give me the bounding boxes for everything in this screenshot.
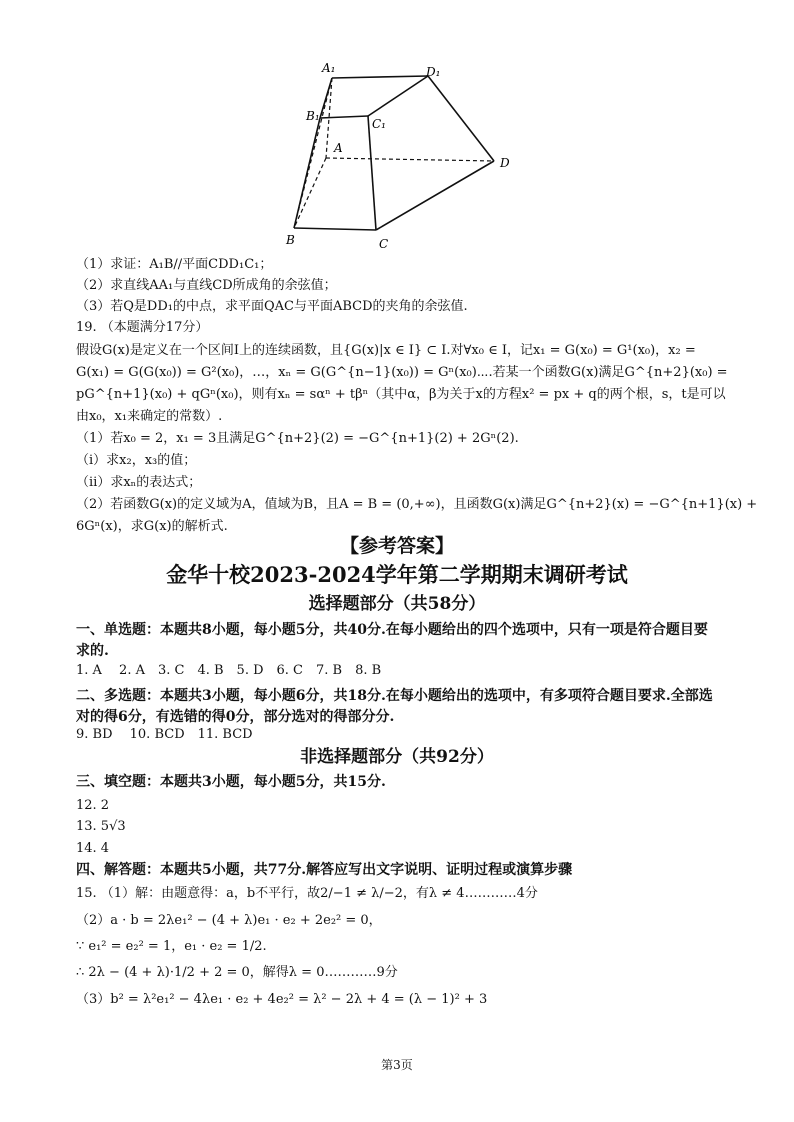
edge-a-b: [294, 158, 326, 228]
q19-body-line: pG^{n+1}(x₀) + qGⁿ(x₀)，则有xₙ = sαⁿ + tβⁿ（其中α，β为关于x的方程x² = px + q的两个根，s，t是可以: [76, 387, 726, 402]
q19-body-line: 由x₀，x₁来确定的常数）.: [76, 409, 223, 424]
fill-blank-heading: 三、填空题：本题共3小题，每小题5分，共15分.: [76, 774, 386, 790]
exam-title: 金华十校2023-2024学年第二学期期末调研考试: [166, 562, 628, 587]
label-b: B: [286, 233, 295, 247]
q18-part3: （3）若Q是DD₁的中点，求平面QAC与平面ABCD的夹角的余弦值.: [76, 299, 468, 314]
q15-line: （2）a · b = 2λe₁² − (4 + λ)e₁ · e₂ + 2e₂² = 0，: [76, 913, 382, 928]
fill-answer: 12. 2: [76, 798, 110, 813]
label-c: C: [379, 237, 389, 251]
q19-part2-cont: 6Gⁿ(x)，求G(x)的解析式.: [76, 519, 228, 534]
label-d: D: [500, 156, 510, 170]
label-b1: B₁: [306, 109, 320, 123]
part2-title: 非选择题部分（共92分）: [300, 747, 494, 767]
fill-answer: 14. 4: [76, 841, 110, 856]
multi-choice-heading: 二、多选题：本题共3小题，每小题6分，共18分.在每小题给出的选项中，有多项符合题目要求.全部选对的得6分，有选错的得0分，部分选对的得部分分.: [76, 688, 713, 725]
label-d1: D₁: [426, 65, 441, 79]
edge-a-d: [326, 158, 494, 161]
q18-part2: （2）求直线AA₁与直线CD所成角的余弦值；: [76, 278, 337, 293]
edge-b-c: [294, 228, 376, 230]
single-choice-answers: 1. A 2. A 3. C 4. B 5. D 6. C 7. B 8. B: [76, 663, 382, 678]
multi-choice-answers: 9. BD 10. BCD 11. BCD: [76, 727, 253, 742]
label-a: A: [334, 141, 343, 155]
part1-title: 选择题部分（共58分）: [308, 594, 486, 614]
solve-heading: 四、解答题：本题共5小题，共77分.解答应写出文字说明、证明过程或演算步骤: [76, 862, 573, 878]
edge-c1-d1: [368, 76, 428, 116]
edge-c1-c: [368, 116, 376, 230]
q18-part1: （1）求证：A₁B//平面CDD₁C₁；: [76, 257, 273, 272]
edge-b1-b: [294, 118, 320, 228]
reference-answer-heading: 【参考答案】: [339, 535, 454, 557]
q19-body-line: 假设G(x)是定义在一个区间I上的连续函数，且{G(x)|x ∈ I} ⊂ I.对∀x₀ ∈ I，记x₁ = G(x₀) = G¹(x₀)，x₂ =: [76, 343, 696, 358]
edge-c-d: [376, 161, 494, 230]
single-choice-heading: 一、单选题：本题共8小题，每小题5分，共40分.在每小题给出的四个选项中，只有一项是符合题目要求的.: [76, 622, 708, 659]
edge-d1-d: [428, 76, 494, 161]
label-c1: C₁: [372, 117, 386, 131]
q19-heading: 19. （本题满分17分）: [76, 320, 209, 335]
q15-line: 15. （1）解：由题意得：a，b不平行，故2/−1 ≠ λ/−2，有λ ≠ 4…………4分: [76, 886, 538, 901]
page-number: 第3页: [381, 1058, 413, 1072]
frustum-figure: [280, 58, 520, 253]
edge-a1-d1: [332, 76, 428, 78]
fill-answer: 13. 5√3: [76, 819, 126, 834]
q19-part2: （2）若函数G(x)的定义域为A，值域为B，且A = B = (0,+∞)，且函数G(x)满足G^{n+2}(x) = −G^{n+1}(x) +: [76, 497, 758, 512]
q19-body-line: G(x₁) = G(G(x₀)) = G²(x₀)，…，xₙ = G(G^{n−1}(x₀)) = Gⁿ(x₀)⋯.若某一个函数G(x)满足G^{n+2}(x₀) =: [76, 365, 728, 380]
q19-part1-ii: （ⅱ）求xₙ的表达式；: [76, 475, 202, 490]
q19-part1-i: （ⅰ）求x₂，x₃的值；: [76, 453, 197, 468]
q15-line: （3）b² = λ²e₁² − 4λe₁ · e₂ + 4e₂² = λ² − 2λ + 4 = (λ − 1)² + 3: [76, 992, 488, 1007]
q15-line: ∴ 2λ − (4 + λ)·1/2 + 2 = 0，解得λ = 0…………9分: [76, 965, 398, 980]
edge-a1-b1: [320, 78, 332, 118]
q15-line: ∵ e₁² = e₂² = 1，e₁ · e₂ = 1/2.: [76, 939, 267, 954]
label-a1: A₁: [322, 61, 336, 75]
q19-part1: （1）若x₀ = 2，x₁ = 3且满足G^{n+2}(2) = −G^{n+1}(2) + 2Gⁿ(2).: [76, 431, 519, 446]
edge-b1-c1: [320, 116, 368, 118]
